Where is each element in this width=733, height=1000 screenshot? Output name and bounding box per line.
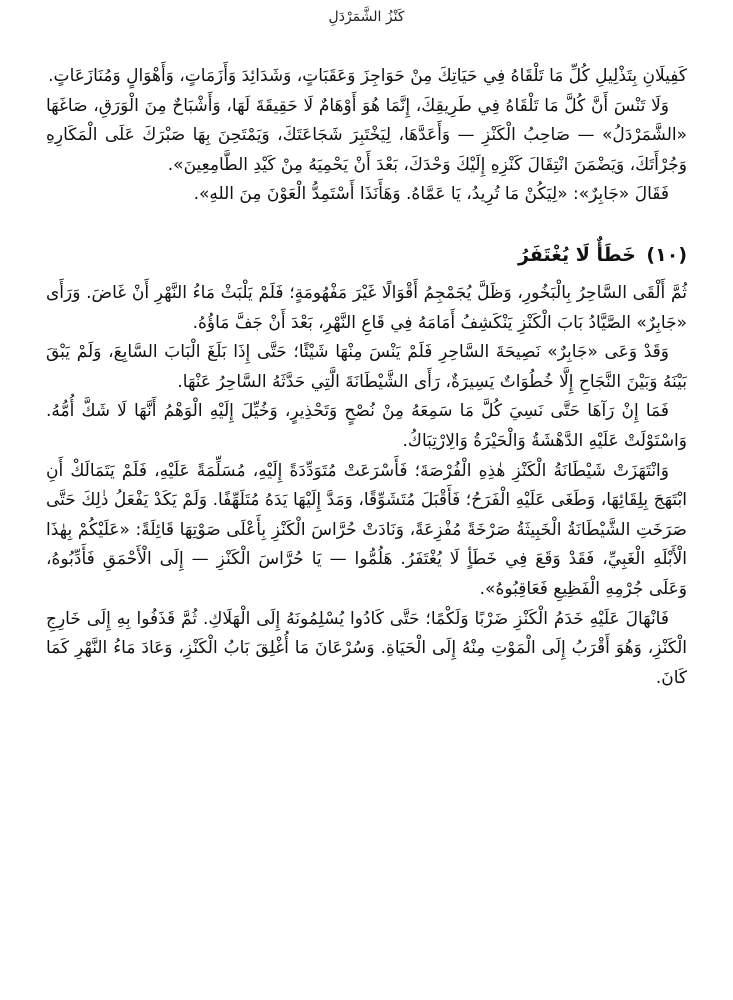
chapter-title: خَطَأٌ لَا يُغْتَفَرُ — [517, 243, 636, 266]
paragraph-seventh-door: وَقَدْ وَعَى «جَابِرٌ» نَصِيحَةَ السَّاحِرِ فَلَمْ يَنْسَ مِنْهَا شَيْئًا؛ حَتَّى إِذَا بَلَغَ الْبَابَ السَّابِعَ، وَلَمْ يَبْقَ بَيْنَهُ وَبَيْنَ النَّجَاحِ إِلَّا خُطُوَاتٌ يَسِيرَةٌ، رَأَى الشَّيْطَانَةَ الَّتِي حَدَّثَهُ السَّاحِرُ عَنْهَا. — [46, 342, 687, 392]
paragraph-river-drains: ثُمَّ أَلْقَى السَّاحِرُ بِالْبَخُورِ، وَظَلَّ يُجَمْجِمُ أَقْوَالًا غَيْرَ مَفْهُومَةٍ؛ فَلَمْ يَلْبَثْ مَاءُ النَّهْرِ أَنْ غَاضَ. وَرَأَى «جَابِرٌ» الصَّيَّادُ بَابَ الْكَنْزِ يَنْكَشِفُ أَمَامَهُ فِي قَاعِ النَّهْرِ، بَعْدَ أَنْ جَفَّ مَاؤُهُ. — [46, 282, 687, 333]
chapter-heading — [46, 240, 687, 270]
paragraph-devil-screams: وَانْتَهَزَتْ شَيْطَانَةُ الْكَنْزِ هٰذِهِ الْفُرْصَةَ؛ فَأَسْرَعَتْ مُتَوَدِّدَةً إِلَيْهِ، مُسَلِّمَةً عَلَيْهِ، فَلَمْ يَتَمَالَكْ أَنِ ابْتَهَجَ بِلِقَائِهَا، وَطَغَى عَلَيْهِ الْفَرَحُ؛ فَأَقْبَلَ مُتَشَوِّقًا، وَمَدَّ إِلَيْهَا يَدَهُ مُتَلَهِّفًا. وَلَمْ يَكَدْ يَفْعَلُ ذٰلِكَ حَتَّى صَرَخَتِ الشَّيْطَانَةُ الْخَبِيثَةُ صَرْخَةً مُفْزِعَةً، وَنَادَتْ حُرَّاسَ الْكَنْزِ بِأَعْلَى صَوْتِهَا قَائِلَةً: «عَلَيْكُمْ بِهٰذَا الْأَبْلَهِ الْغَبِيِّ، فَقَدْ وَقَعَ فِي خَطَأٍ لَا يُغْتَفَرُ. هَلُمُّوا — يَا حُرَّاسَ الْكَنْزِ — إِلَى الْأَحْمَقِ فَأَدِّبُوهُ، وَعَلَى جُرْمِهِ الْفَظِيعِ فَعَاقِبُوهُ». — [46, 460, 687, 599]
paragraph-thrown-out: فَانْهَالَ عَلَيْهِ خَدَمُ الْكَنْزِ ضَرْبًا وَلَكْمًا؛ حَتَّى كَادُوا يُسْلِمُونَهُ إِلَى الْهَلَاكِ. ثُمَّ قَذَفُوا بِهِ إِلَى خَارِجِ الْكَنْزِ، وَهُوَ أَقْرَبُ إِلَى الْمَوْتِ مِنْهُ إِلَى الْحَيَاةِ. وَسُرْعَانَ مَا أُغْلِقَ بَابُ الْكَنْزِ، وَعَادَ مَاءُ النَّهْرِ كَمَا كَانَ. — [46, 608, 687, 688]
paragraph-continuation: كَفِيلَانِ بِتَذْلِيلِ كُلِّ مَا تَلْقَاهُ فِي حَيَاتِكَ مِنْ حَوَاجِزَ وَعَقَبَاتٍ، وَشَدَائِدَ وَأَزَمَاتٍ، وَأَهْوَالٍ وَمُنَازَعَاتٍ. — [48, 66, 687, 86]
chapter-number: (١٠) — [646, 243, 687, 266]
running-header: كَنْزُ الشَّمَرْدَلِ — [328, 9, 405, 25]
body-text — [46, 62, 687, 693]
paragraph-jaber-reply: فَقَالَ «جَابِرٌ»: «لِيَكُنْ مَا تُرِيدُ، يَا عَمَّاهُ. وَهَأَنَذَا أَسْتَمِدُّ الْعَوْنَ مِنَ اللهِ». — [193, 184, 669, 205]
paragraph-advice: وَلَا تَنْسَ أَنَّ كُلَّ مَا تَلْقَاهُ فِي طَرِيقِكَ، إِنَّمَا هُوَ أَوْهَامٌ لَا حَقِيقَةَ لَهَا، وَأَشْبَاحٌ مِنَ الْوَرَقِ، صَاغَهَا «الشَّمَرْدَلُ» — صَاحِبُ الْكَنْزِ — وَأَعَدَّهَا، لِيَخْتَبِرَ شَجَاعَتَكَ، وَيَمْتَحِنَ بِهَا صَبْرَكَ عَلَى الْمَكَارِهِ وَجُرْأَتَكَ، وَيَضْمَنَ انْتِقَالَ كَنْزِهِ إِلَيْكَ وَحْدَكَ، بَعْدَ أَنْ يَحْمِيَهُ مِنْ كَيْدِ الطَّامِعِينَ». — [46, 95, 687, 175]
paragraph-illusion: فَمَا إِنْ رَآهَا حَتَّى نَسِيَ كُلَّ مَا سَمِعَهُ مِنْ نُصْحٍ وَتَحْذِيرٍ، وَخُيِّلَ إِلَيْهِ الْوَهْمُ أَنَّهَا لَا شَكَّ أُمُّهُ. وَاسْتَوْلَتْ عَلَيْهِ الدَّهْشَةُ وَالْحَيْرَةُ وَالِارْتِبَاكُ. — [46, 401, 687, 451]
